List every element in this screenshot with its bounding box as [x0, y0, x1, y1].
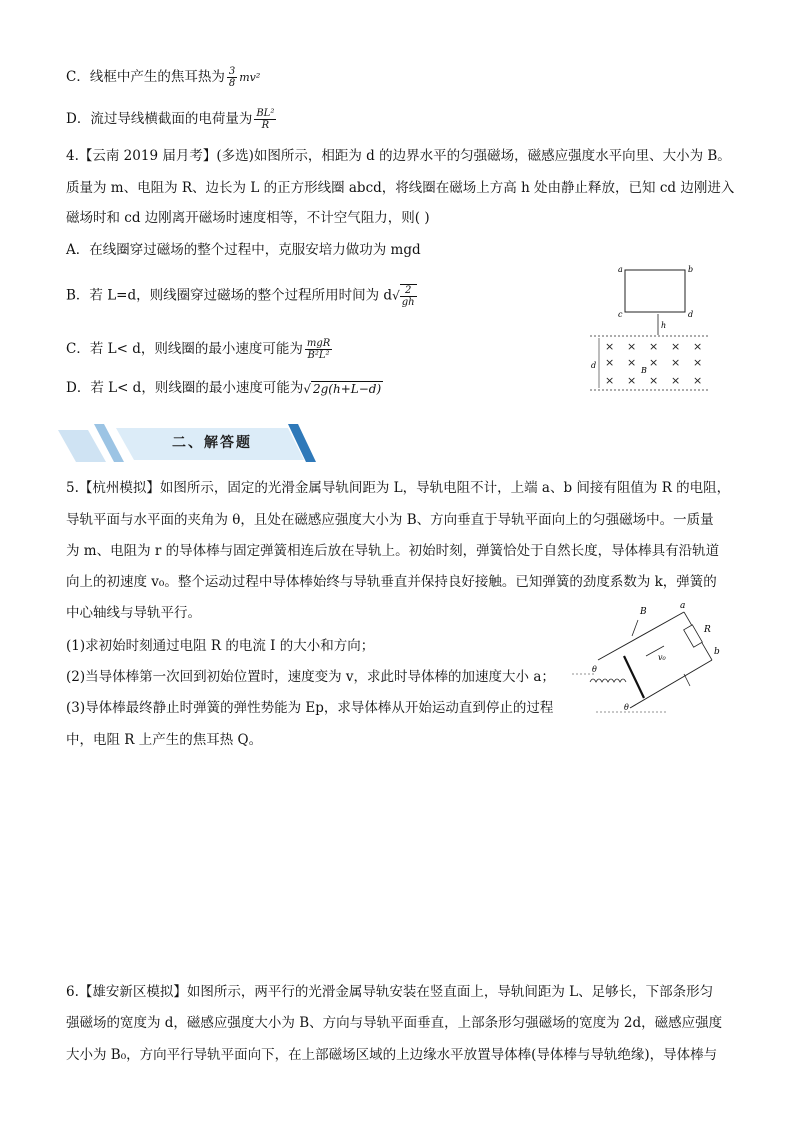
- q4-cross: ×: [649, 356, 659, 369]
- q4-cross: ×: [605, 356, 615, 369]
- q4-option-b-text: B．若 L=d，则线圈穿过磁场的整个过程所用时间为 d: [66, 287, 393, 304]
- q5-stem-line5: 中心轴线与导轨平行。: [66, 605, 201, 621]
- q4-option-b: [66, 284, 417, 308]
- q5-resistor: [684, 625, 703, 647]
- q4-option-c: [66, 338, 334, 361]
- q3-option-c-fraction: [227, 66, 237, 89]
- q3-option-d-num: BL²: [256, 108, 275, 119]
- q6-stem-line2: 强磁场的宽度为 d，磁感应强度大小为 B、方向与导轨平面垂直，上部条形匀强磁场的宽度为 2d，磁感应强度: [66, 1015, 723, 1031]
- q5-label-b: b: [714, 647, 720, 657]
- q5-sub3b: 中，电阻 R 上产生的焦耳热 Q。: [66, 732, 263, 748]
- q4-option-d-radicand: 2g(h+L−d): [312, 381, 382, 396]
- q5-spring: [590, 679, 626, 682]
- q4-option-d-text: D．若 L< d，则线圈的最小速度可能为: [66, 380, 304, 396]
- q4-option-d-sqrt: √ 2g(h+L−d): [303, 381, 382, 396]
- q4-option-c-fraction: [305, 338, 332, 361]
- q4-cross: ×: [671, 374, 681, 387]
- section-banner: [58, 422, 320, 462]
- q5-label-B: B: [640, 607, 647, 617]
- q4-cross: ×: [627, 374, 637, 387]
- q6-stem-line3: 大小为 B₀，方向平行导轨平面向下，在上部磁场区域的上边缘水平放置导体棒(导体棒与导轨绝缘)，导体棒与: [66, 1047, 718, 1063]
- q4-figure: [585, 262, 715, 394]
- q4-label-dfield: d: [591, 361, 597, 370]
- q4-label-h: h: [661, 321, 667, 330]
- q5-figure: [572, 598, 732, 720]
- q4-option-b-den: gh: [401, 297, 415, 308]
- q4-label-c: c: [618, 310, 623, 319]
- q4-cross: ×: [671, 356, 681, 369]
- q5-label-a: a: [680, 601, 686, 611]
- q5-stem-line2: 导轨平面与水平面的夹角为 θ，且处在磁感应强度大小为 B、方向垂直于导轨平面向上的匀强磁场中。一质量: [66, 512, 714, 528]
- q4-cross: ×: [649, 374, 659, 387]
- q4-label-b: b: [688, 265, 694, 274]
- q5-label-v0: v₀: [658, 653, 666, 662]
- q5-label-theta1: θ: [592, 665, 597, 674]
- q5-stem-line4: 向上的初速度 v₀。整个运动过程中导体棒始终与导轨垂直并保持良好接触。已知弹簧的劲度系数为 k，弹簧的: [66, 574, 717, 590]
- q4-cross: ×: [693, 340, 703, 353]
- q4-option-a: A．在线圈穿过磁场的整个过程中，克服安培力做功为 mgd: [66, 242, 421, 258]
- q4-cross: ×: [605, 340, 615, 353]
- q3-option-c-den: 8: [228, 78, 236, 89]
- q3-option-c-text: C．线框中产生的焦耳热为: [66, 69, 225, 85]
- q5-stem-line1: 5.【杭州模拟】如图所示，固定的光滑金属导轨间距为 L，导轨电阻不计，上端 a、b 间接有阻值为 R 的电阻，: [66, 480, 731, 496]
- q4-option-c-num: mgR: [306, 338, 331, 349]
- q4-option-c-text: C．若 L< d，则线圈的最小速度可能为: [66, 341, 303, 357]
- section-title: 二、解答题: [172, 435, 252, 451]
- q3-option-c: [66, 66, 260, 89]
- q4-cross: ×: [671, 340, 681, 353]
- q3-option-c-after: mv²: [239, 71, 261, 84]
- q5-rail-top: [598, 612, 684, 660]
- q4-label-B: B: [641, 366, 647, 375]
- q4-cross: ×: [693, 356, 703, 369]
- q4-coil: [625, 270, 685, 312]
- q4-cross: ×: [605, 374, 615, 387]
- q4-stem-line1: 4.【云南 2019 届月考】(多选)如图所示，相距为 d 的边界水平的匀强磁场，磁感应强度水平向里、大小为 B。: [66, 148, 731, 164]
- q4-stem-line3: 磁场时和 cd 边刚离开磁场时速度相等，不计空气阻力，则( ): [66, 210, 430, 226]
- q3-option-d-text: D．流过导线横截面的电荷量为: [66, 111, 253, 127]
- q5-sub2: (2)当导体棒第一次回到初始位置时，速度变为 v，求此时导体棒的加速度大小 a；: [66, 669, 555, 685]
- q4-cross: ×: [627, 340, 637, 353]
- q6-stem-line1: 6.【雄安新区模拟】如图所示，两平行的光滑金属导轨安装在竖直面上，导轨间距为 L、足够长，下部条形匀: [66, 984, 714, 1000]
- q4-cross: ×: [627, 356, 637, 369]
- q4-option-c-den: B²L²: [307, 350, 330, 361]
- q4-option-d: [66, 378, 383, 399]
- q3-option-c-num: 3: [228, 66, 236, 77]
- q5-label-theta2: θ: [624, 703, 629, 712]
- q5-sub1: (1)求初始时刻通过电阻 R 的电流 I 的大小和方向；: [66, 638, 375, 654]
- q5-rail-bottom: [630, 660, 712, 708]
- q4-cross: ×: [649, 340, 659, 353]
- q4-cross: ×: [693, 374, 703, 387]
- q5-b-arrow: [632, 620, 638, 636]
- q4-option-b-sqrt: √ $\frac{2}{gh}$: [392, 285, 415, 308]
- q3-option-d: [66, 108, 278, 131]
- q5-tick: [684, 674, 690, 686]
- q5-sub3a: (3)导体棒最终静止时弹簧的弹性势能为 Ep，求导体棒从开始运动直到停止的过程: [66, 700, 554, 716]
- q3-option-d-fraction: [254, 108, 276, 131]
- q4-label-d: d: [688, 310, 694, 319]
- q3-option-d-den: R: [261, 120, 270, 131]
- q4-label-a: a: [618, 265, 623, 274]
- q5-stem-line3: 为 m、电阻为 r 的导体棒与固定弹簧相连后放在导轨上。初始时刻，弹簧恰处于自然长度，导体棒具有沿轨道: [66, 543, 720, 559]
- q4-option-b-num: 2: [400, 285, 417, 297]
- q5-conductor-rod: [624, 656, 644, 698]
- q4-stem-line2: 质量为 m、电阻为 R、边长为 L 的正方形线圈 abcd，将线圈在磁场上方高 h 处由静止释放，已知 cd 边刚进入: [66, 180, 735, 196]
- q5-label-R: R: [704, 625, 711, 635]
